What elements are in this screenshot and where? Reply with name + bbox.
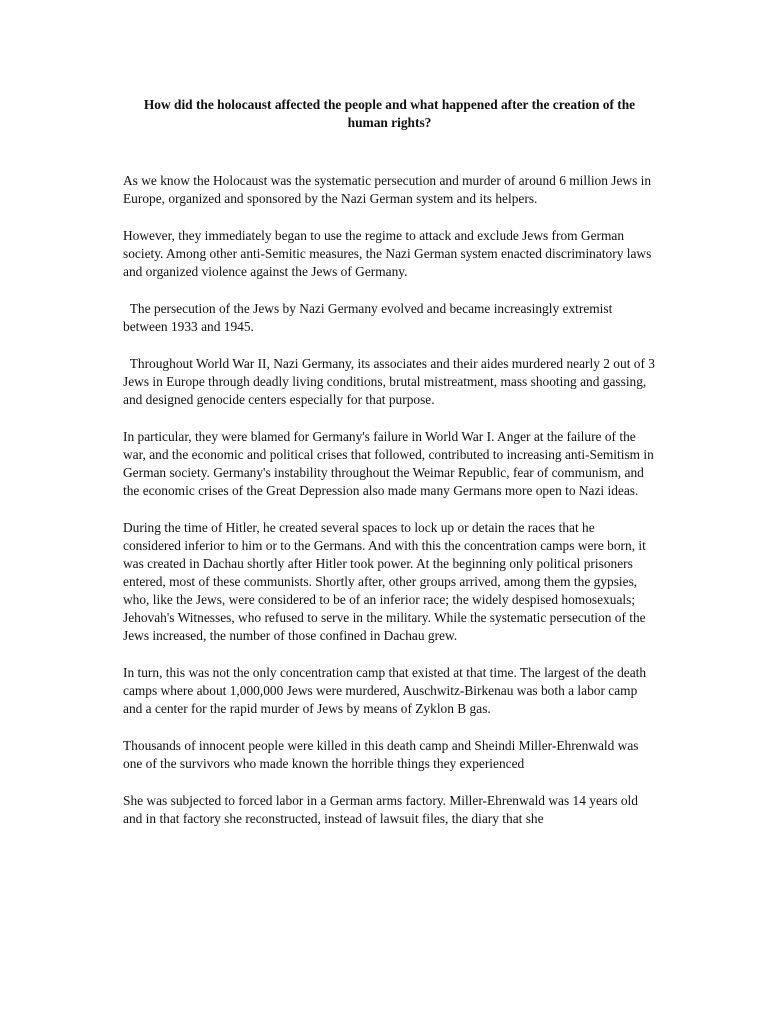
- paragraph: The persecution of the Jews by Nazi Germany evolved and became increasingly extremist between 1933 and 1945.: [123, 301, 616, 334]
- paragraph: However, they immediately began to use the regime to attack and exclude Jews from German society. Among other anti-Semitic measures, the Nazi German system enacted discriminatory laws and organized violence against the Jews of Germany.: [123, 228, 655, 279]
- paragraph: She was subjected to forced labor in a German arms factory. Miller-Ehrenwald was 14 years old and in that factory she reconstructed, instead of lawsuit files, the diary that she: [123, 793, 642, 826]
- paragraph: As we know the Holocaust was the systematic persecution and murder of around 6 million Jews in Europe, organized and sponsored by the Nazi German system and its helpers.: [123, 173, 655, 206]
- document-title: How did the holocaust affected the people and what happened after the creation of the human rights?: [143, 97, 636, 130]
- document-body: [123, 172, 659, 828]
- paragraph: In particular, they were blamed for Germany's failure in World War I. Anger at the failure of the war, and the economic and political crises that followed, contributed to increasing anti-Semitism in German society. Germany's instability throughout the Weimar Republic, fear of communism, and the economic crises of the Great Depression also made many Germans more open to Nazi ideas.: [123, 429, 658, 498]
- paragraph: Thousands of innocent people were killed in this death camp and Sheindi Miller-Ehrenwald was one of the survivors who made known the horrible things they experienced: [123, 738, 642, 771]
- paragraph: In turn, this was not the only concentration camp that existed at that time. The largest of the death camps where about 1,000,000 Jews were murdered, Auschwitz-Birkenau was both a labor camp and a center for the rapid murder of Jews by means of Zyklon B gas.: [123, 665, 650, 716]
- paragraph: Throughout World War II, Nazi Germany, its associates and their aides murdered nearly 2 out of 3 Jews in Europe through deadly living conditions, brutal mistreatment, mass shooting and gassing, and designed genocide centers especially for that purpose.: [123, 356, 659, 407]
- paragraph: During the time of Hitler, he created several spaces to lock up or detain the races that he considered inferior to him or to the Germans. And with this the concentration camps were born, it was created in Dachau shortly after Hitler took power. At the beginning only political prisoners entered, most of these communists. Shortly after, other groups arrived, among them the gypsies, who, like the Jews, were considered to be of an inferior race; the widely despised homosexuals; Jehovah's Witnesses, who refused to serve in the military. While the systematic persecution of the Jews increased, the number of those confined in Dachau grew.: [123, 520, 650, 643]
